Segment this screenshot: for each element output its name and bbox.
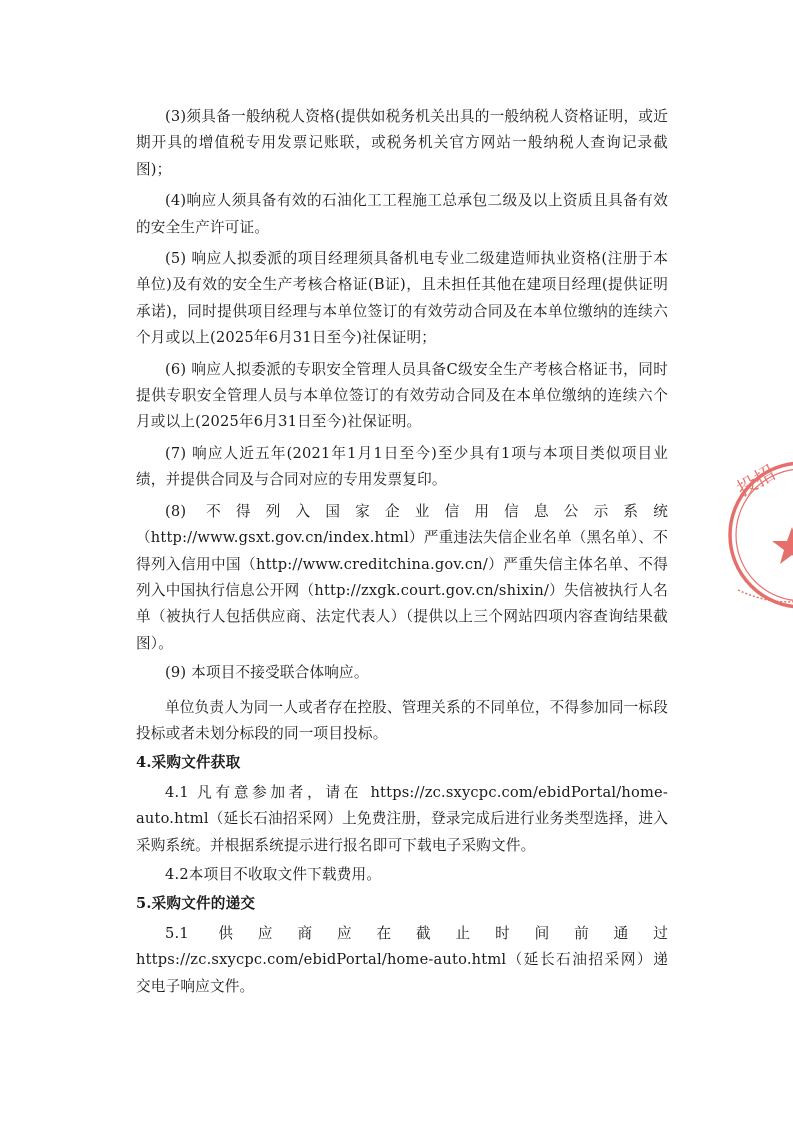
requirement-3: (3)须具备一般纳税人资格(提供如税务机关出具的一般纳税人资格证明，或近期开具的增值税专用发票记账联，或税务机关官方网站一般纳税人查询记录截图)； — [136, 108, 668, 178]
requirement-5: (5) 响应人拟委派的项目经理须具备机电专业二级建造师执业资格(注册于本单位)及有效的安全生产考核合格证(B证)，且未担任其他在建项目经理(提供证明承诺)，同时提供项目经理与本单位签订的有效劳动合同及在本单位缴纳的连续六个月或以上(2025年6月31日至今)社保证明； — [136, 250, 668, 347]
company-seal — [720, 455, 793, 625]
requirement-9: (9) 本项目不接受联合体响应。 — [165, 664, 369, 682]
requirement-6: (6) 响应人拟委派的专职安全管理人员具备C级安全生产考核合格证书，同时提供专职安全管理人员与本单位签订的有效劳动合同及在本单位缴纳的连续六个月或以上(2025年6月31日至今)社保证明。 — [136, 360, 668, 431]
section-4-2: 4.2本项目不收取文件下载费用。 — [165, 865, 382, 883]
requirement-note: 单位负责人为同一人或者存在控股、管理关系的不同单位，不得参加同一标段投标或者未划分标段的同一项目投标。 — [136, 698, 668, 742]
seal-text: 投招 — [732, 460, 780, 502]
requirement-4: (4)响应人须具备有效的石油化工工程施工总承包二级及以上资质且具备有效的安全生产许可证。 — [136, 192, 668, 236]
section-5-1: 5.1 供应商应在截止时间前通过 https://zc.sxycpc.com/ebidPortal/home-auto.html（延长石油招采网）递交电子响应文件。 — [136, 924, 668, 995]
requirement-7: (7) 响应人近五年(2021年1月1日至今)至少具有1项与本项目类似项目业绩，并提供合同及与合同对应的专用发票复印。 — [136, 444, 668, 489]
document-body — [136, 104, 668, 1000]
section-4-1: 4.1 凡有意参加者，请在 https://zc.sxycpc.com/ebidPortal/home-auto.html（延长石油招采网）上免费注册，登录完成后进行业务类型选择，进入采购系统。并根据系统提示进行报名即可下载电子采购文件。 — [136, 783, 668, 854]
requirement-8: (8) 不得列入国家企业信用信息公示系统（http://www.gsxt.gov.cn/index.html）严重违法失信企业名单（黑名单）、不得列入信用中国（http://www.creditchina.gov.cn/）严重失信主体名单、不得列入中国执行信息公开网（http://zxgk.court.gov.cn/shixin/）失信被执行人名单（被执行人包括供应商、法定代表人）（提供以上三个网站四项内容查询结果截图）。 — [136, 502, 669, 652]
section-5-heading: 5.采购文件的递交 — [136, 895, 256, 913]
section-4-heading: 4.采购文件获取 — [136, 754, 241, 772]
